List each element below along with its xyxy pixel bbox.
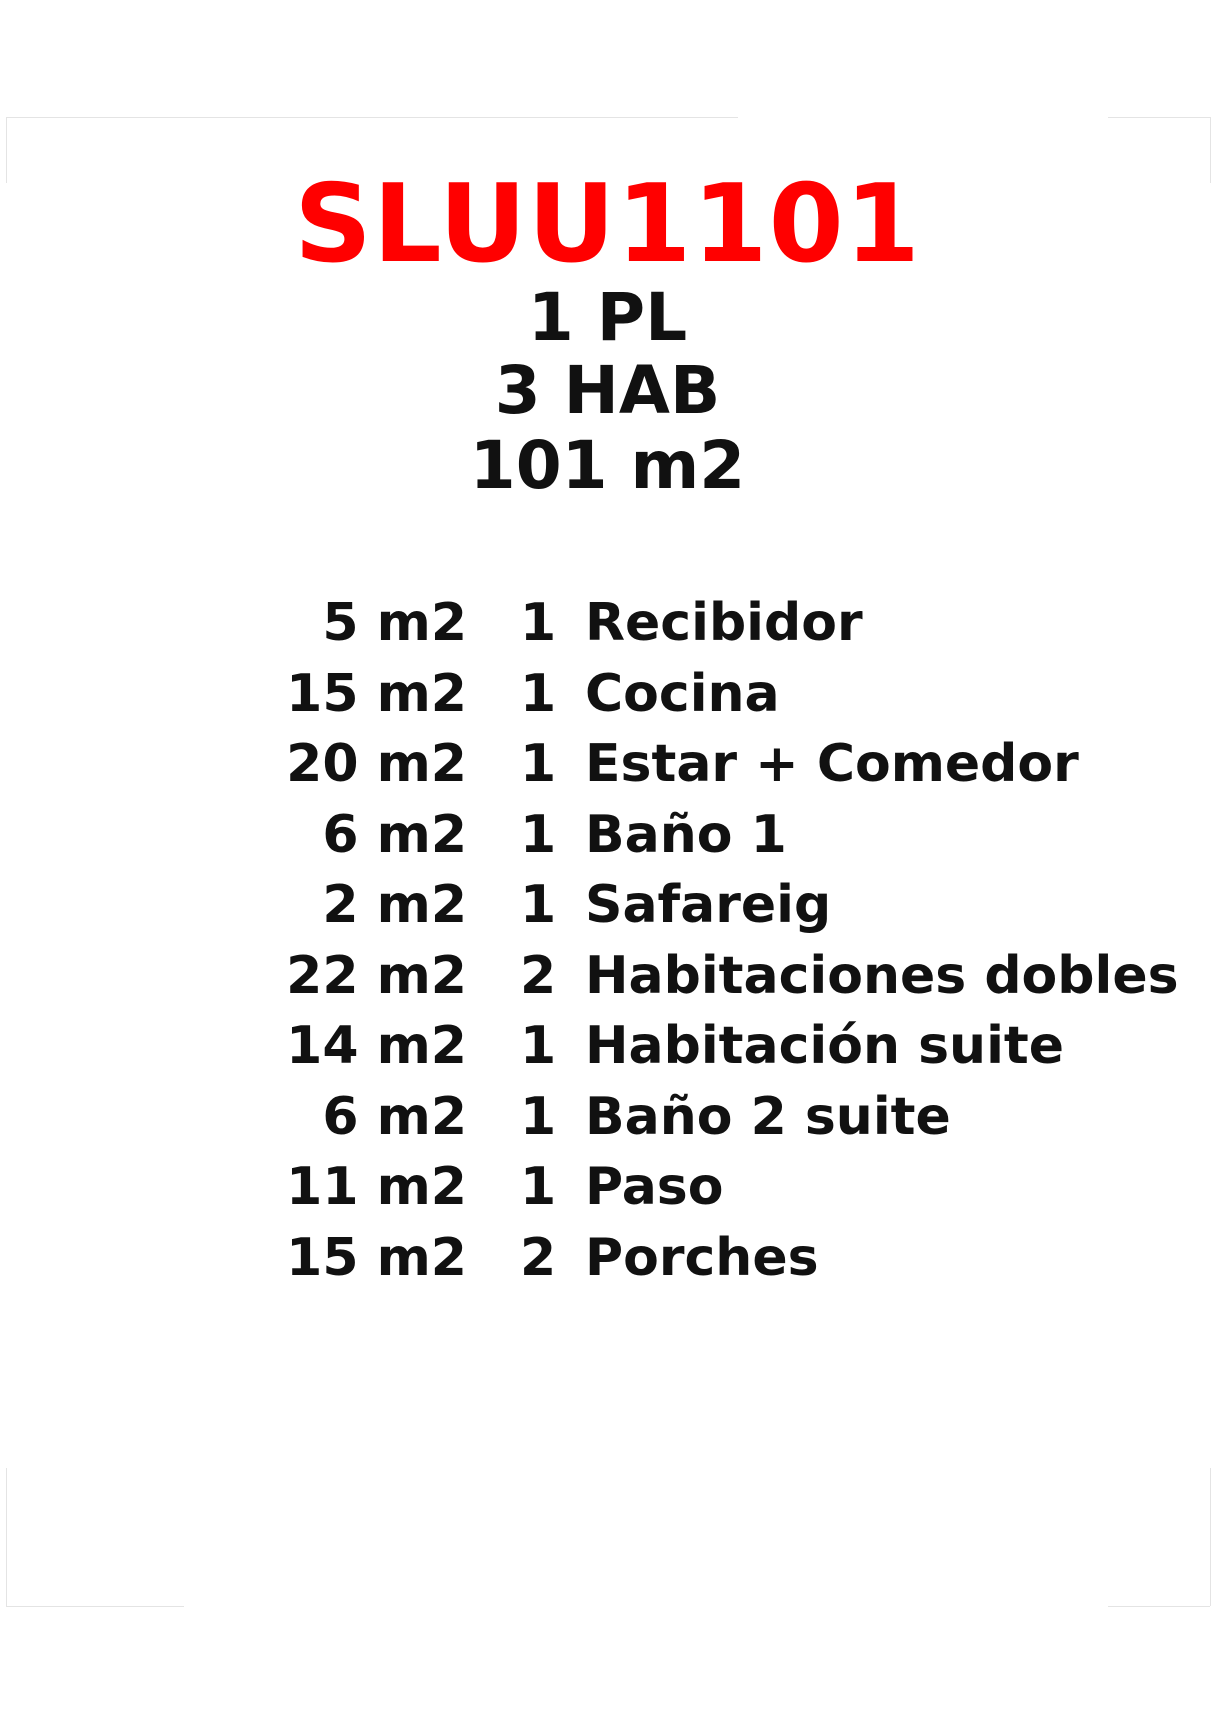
room-list — [0, 588, 1215, 1293]
room-quantity: 1 — [520, 1016, 557, 1076]
room-area: 5 m2 — [322, 593, 467, 653]
room-quantity: 1 — [520, 804, 557, 865]
room-quantity: 2 — [520, 1227, 557, 1288]
room-area: 15 m2 — [286, 663, 467, 724]
room-row — [0, 870, 1215, 941]
room-row — [0, 729, 1215, 800]
property-code: SLUU1101 — [294, 162, 921, 287]
room-name: Paso — [585, 1157, 724, 1217]
room-row — [0, 941, 1215, 1012]
frame-line — [6, 117, 738, 118]
room-area: 15 m2 — [286, 1227, 467, 1288]
room-row — [0, 1082, 1215, 1153]
room-quantity: 1 — [520, 875, 557, 935]
room-area: 6 m2 — [322, 804, 467, 865]
room-quantity: 1 — [520, 593, 557, 653]
room-quantity: 1 — [520, 1086, 557, 1147]
room-name: Habitaciones dobles — [585, 945, 1179, 1006]
room-area: 22 m2 — [286, 945, 467, 1006]
room-name: Recibidor — [585, 593, 863, 653]
frame-line — [6, 1468, 7, 1606]
room-name: Cocina — [585, 663, 780, 724]
frame-line — [1210, 1468, 1211, 1606]
room-area: 6 m2 — [322, 1086, 467, 1147]
room-quantity: 1 — [520, 1157, 557, 1217]
room-name: Habitación suite — [585, 1016, 1065, 1076]
room-quantity: 1 — [520, 663, 557, 724]
room-name: Baño 1 — [585, 804, 787, 865]
room-area: 2 m2 — [322, 875, 467, 935]
room-name: Baño 2 suite — [585, 1086, 951, 1147]
room-row — [0, 1152, 1215, 1223]
frame-line — [6, 1606, 184, 1607]
room-row — [0, 588, 1215, 659]
room-area: 11 m2 — [286, 1157, 467, 1217]
room-row — [0, 659, 1215, 730]
room-name: Safareig — [585, 875, 832, 935]
room-quantity: 1 — [520, 734, 557, 794]
room-row — [0, 1011, 1215, 1082]
frame-line — [1108, 1606, 1210, 1607]
room-name: Porches — [585, 1227, 819, 1288]
total-area-summary: 101 m2 — [469, 427, 746, 504]
room-area: 20 m2 — [286, 734, 467, 794]
room-area: 14 m2 — [286, 1016, 467, 1076]
room-row — [0, 1223, 1215, 1294]
frame-line — [1108, 117, 1210, 118]
room-row — [0, 800, 1215, 871]
floors-summary: 1 PL — [527, 279, 688, 356]
room-quantity: 2 — [520, 945, 557, 1006]
room-name: Estar + Comedor — [585, 734, 1079, 794]
bedrooms-summary: 3 HAB — [494, 352, 721, 429]
